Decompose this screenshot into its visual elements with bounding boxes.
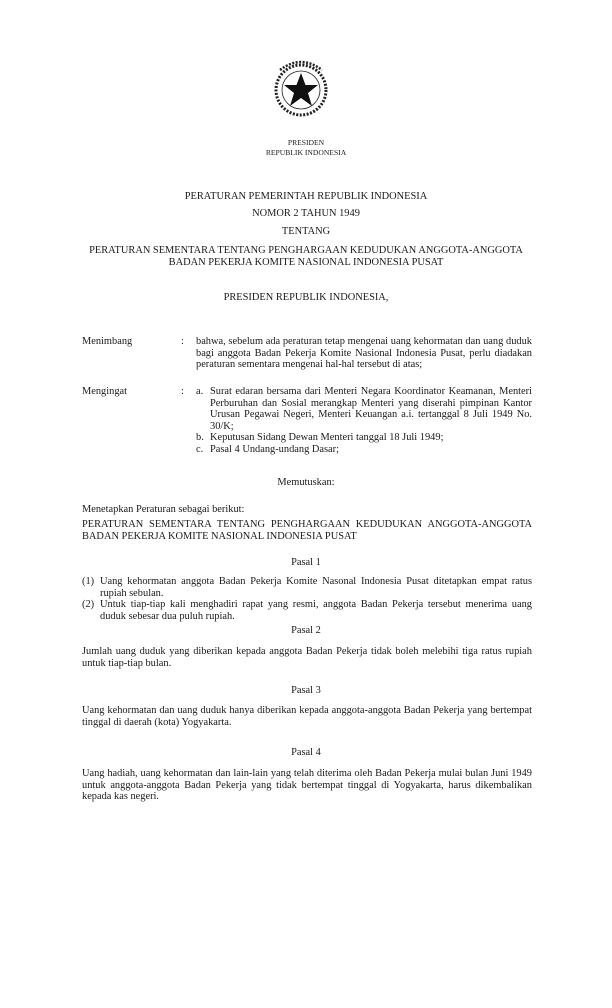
mengingat-label: Mengingat bbox=[82, 386, 128, 397]
pasal1-item bbox=[82, 599, 532, 622]
menimbang-label: Menimbang bbox=[82, 336, 133, 347]
item-marker: (2) bbox=[82, 599, 95, 611]
pasal1-item bbox=[82, 576, 532, 599]
item-marker: b. bbox=[196, 432, 204, 444]
pasal4-title: Pasal 4 bbox=[291, 747, 321, 758]
regulation-title: PERATURAN SEMENTARA TENTANG PENGHARGAAN KEDUDUKAN ANGGOTA-ANGGOTA BADAN PEKERJA KOMITE NASIONAL INDONESIA PUSAT bbox=[82, 519, 532, 542]
president-heading: PRESIDEN REPUBLIK INDONESIA, bbox=[223, 292, 389, 303]
title-number: NOMOR 2 TAHUN 1949 bbox=[252, 208, 360, 219]
pasal1-title: Pasal 1 bbox=[291, 557, 321, 568]
colon: : bbox=[181, 336, 184, 347]
colon: : bbox=[181, 386, 184, 397]
item-marker: a. bbox=[196, 386, 204, 397]
presidential-emblem-icon bbox=[268, 52, 334, 124]
pasal4-text: Uang hadiah, uang kehormatan dan lain-lain yang telah diterima oleh Badan Pekerja mulai bulan Juni 1949 untuk anggota-anggota Badan Pekerja yang tidak bertempat tinggal di Yogyakarta, harus dikembalikan kepada kas negeri. bbox=[82, 768, 532, 803]
pasal2-title: Pasal 2 bbox=[291, 625, 321, 636]
item-text: Uang kehormatan anggota Badan Pekerja Komite Nasonal Indonesia Pusat ditetapkan empat ratus rupiah sebulan. bbox=[100, 576, 532, 599]
item-text: Keputusan Sidang Dewan Menteri tanggal 18 Juli 1949; bbox=[210, 432, 444, 444]
pasal1-list bbox=[82, 576, 532, 622]
title-line1: PERATURAN PEMERINTAH REPUBLIK INDONESIA bbox=[184, 191, 428, 202]
mengingat-item bbox=[196, 432, 532, 444]
memutuskan-heading: Memutuskan: bbox=[277, 477, 335, 488]
item-text: Surat edaran bersama dari Menteri Negara Koordinator Keamanan, Menteri Perburuhan dan Sosial merangkap Menteri yang diserahi pimpinan Kantor Urusan Pegawai Negeri, Menteri Keuangan a.i. tertanggal 8 Juli 1949 No. 30/K; bbox=[210, 386, 532, 432]
menimbang-text: bahwa, sebelum ada peraturan tetap mengenai uang kehormatan dan uang duduk bagi anggota Badan Pekerja Komite Nasional Indonesia Pusat, perlu diadakan peraturan sementara mengenai hal-hal tersebut di atas; bbox=[196, 336, 532, 371]
header-presiden: PRESIDEN bbox=[287, 138, 325, 147]
pasal3-title: Pasal 3 bbox=[291, 685, 321, 696]
item-marker: (1) bbox=[82, 576, 95, 587]
pasal2-text: Jumlah uang duduk yang diberikan kepada anggota Badan Pekerja tidak boleh melebihi tiga ratus rupiah untuk tiap-tiap bulan. bbox=[82, 646, 532, 669]
item-text: Untuk tiap-tiap kali menghadiri rapat yang resmi, anggota Badan Pekerja tersebut menerima uang duduk sebesar dua puluh rupiah. bbox=[100, 599, 532, 622]
mengingat-item bbox=[196, 386, 532, 432]
item-text: Pasal 4 Undang-undang Dasar; bbox=[210, 443, 339, 455]
title-subject-2: BADAN PEKERJA KOMITE NASIONAL INDONESIA PUSAT bbox=[168, 257, 444, 268]
title-tentang: TENTANG bbox=[281, 226, 331, 237]
item-marker: c. bbox=[196, 443, 204, 455]
menetapkan-text: Menetapkan Peraturan sebagai berikut: bbox=[82, 504, 245, 515]
mengingat-list bbox=[196, 386, 532, 456]
mengingat-item bbox=[196, 444, 532, 456]
title-subject-1: PERATURAN SEMENTARA TENTANG PENGHARGAAN KEDUDUKAN ANGGOTA-ANGGOTA bbox=[89, 245, 523, 256]
header-republik: REPUBLIK INDONESIA bbox=[265, 148, 347, 157]
pasal3-text: Uang kehormatan dan uang duduk hanya diberikan kepada anggota-anggota Badan Pekerja yang bertempat tinggal di daerah (kota) Yogyakarta. bbox=[82, 705, 532, 728]
